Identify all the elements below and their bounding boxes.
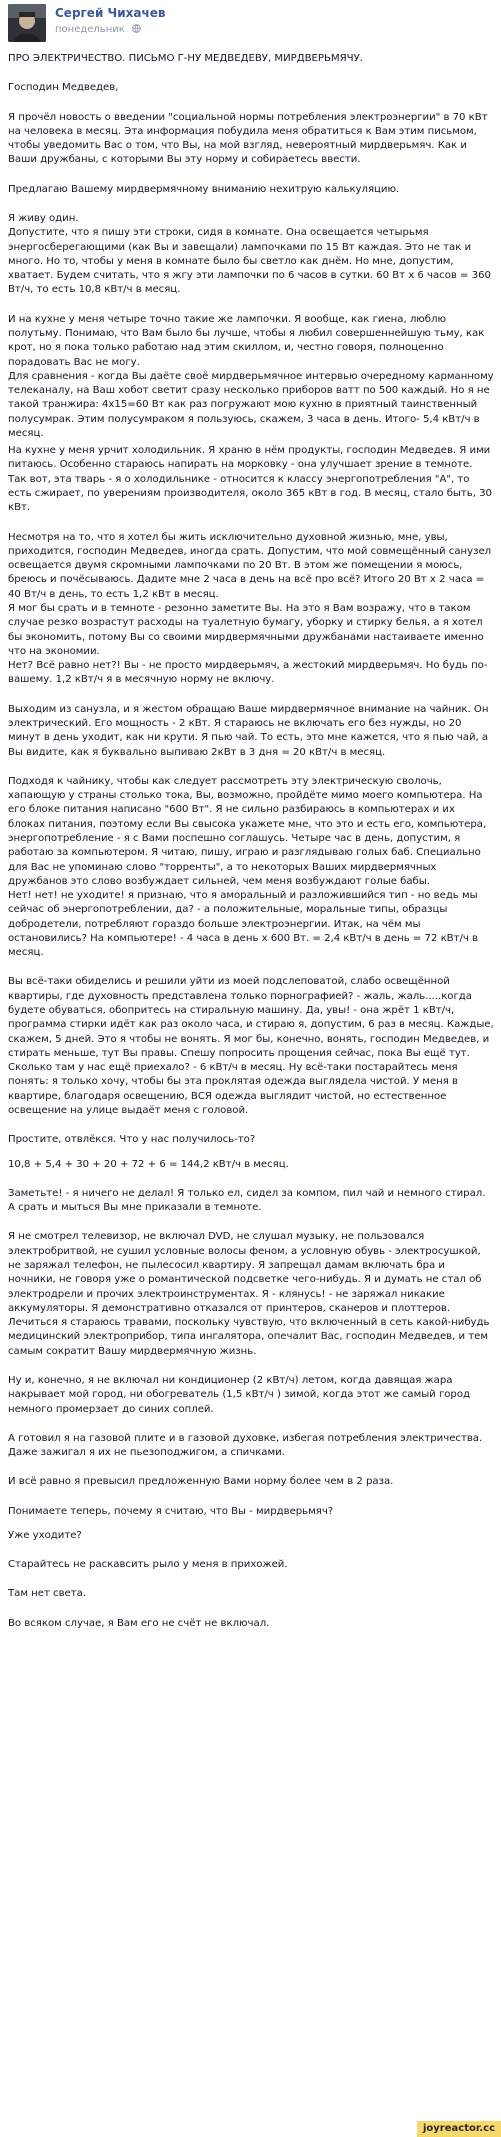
paragraph: А готовил я на газовой плите и в газовой духовке, избегая потребления электричества. Даже зажигал я их не пьезоподжигом, а спичками. xyxy=(8,1432,486,1459)
paragraph: Я прочёл новость о введении "социальной нормы потребления электроэнергии" в 70 кВт на человека в месяц. Эта информация побудила меня обратиться к Вам этим письмом, чтобы уведомить Вас о том, что Вы, на мой взгляд, невероятный мирдверьмяч. Как и Ваши дружбаны, с которыми Вы эту норму и собираетесь ввести. xyxy=(8,111,491,166)
watermark: joyreactor.cc xyxy=(417,2121,501,2137)
post-body xyxy=(8,52,497,1631)
paragraph: Во всяком случае, я Вам его не счёт не включал. xyxy=(8,1617,270,1629)
post-header xyxy=(8,4,488,44)
post-meta xyxy=(55,24,141,35)
paragraph: И всё равно я превысил предложенную Вами норму более чем в 2 раза. xyxy=(8,1476,394,1488)
paragraph: Простите, отвлёкся. Что у нас получилось-то? xyxy=(8,1134,256,1146)
paragraph: Старайтесь не раскавсить рыло у меня в прихожей. xyxy=(8,1559,288,1571)
paragraph: Господин Медведев, xyxy=(8,82,119,94)
globe-icon xyxy=(132,24,141,33)
paragraph: Ну и, конечно, я не включал ни кондиционер (2 кВт/ч) летом, когда давящая жара накрывает мой город, ни обогреватель (1,5 кВт/ч ) зимой, когда этот же самый город немного промерзает до синих соплей. xyxy=(8,1374,474,1415)
paragraph: Заметьте! - я ничего не делал! Я только ел, сидел за компом, пил чай и немного стирал. А срать и мыться Вы мне приказали в темноте. xyxy=(8,1187,489,1214)
post-title: ПРО ЭЛЕКТРИЧЕСТВО. ПИСЬМО Г-НУ МЕДВЕДЕВУ, МИРДВЕРЬМЯЧУ. xyxy=(8,53,363,64)
paragraph: Я не смотрел телевизор, не включал DVD, не слушал музыку, не пользовался электробритвой, не сушил условные волосы феном, а условную обувь - электросушкой, не заряжал телефон, не пылесосил квартиру. Я запрещал дамам включать бра и ночники, не говоря уже о романтической подсветке чего-нибудь. Я и думать не стал об электродрели и прочих электроинструментах. Я - клянусь! - не заряжал никакие аккумуляторы. Я демонстративно отказался от принтеров, сканеров и плоттеров. Лечиться я стараюсь травами, поскольку чувствую, что включенный в сеть какой-нибудь медицинский электроприбор, типа ингалятора, опечалит Вас, господин Медведев, и тем самым сократит Вашу мирдвермячную жизнь. xyxy=(8,1231,493,1357)
paragraph: И на кухне у меня четыре точно такие же лампочки. Я вообще, как гиена, люблю полутьму. Понимаю, что Вам было бы лучше, чтобы я любил совершеннейшую тьму, как крот, но я пока только работаю над этим скиллом, и, честно говоря, полноценно порадовать Вас не могу. Для сравнения - когда Вы даёте своё мирдверьмячное интервью очередному карманному телеканалу, на Ваш хобот светит сразу несколько приборов ватт по 500 каждый. Но я не такой транжира: 4х15=60 Вт как раз погружают мою кухню в приятный таинственный полусумрак. Этим полусумраком я пользуюсь, скажем, 3 часа в день. Итого- 5,4 кВт/ч в месяц. xyxy=(8,313,494,439)
author-name[interactable]: Сергей Чихачев xyxy=(55,6,166,20)
paragraph: Несмотря на то, что я хотел бы жить исключительно духовной жизнью, мне, увы, приходится, господин Медведев, иногда срать. Допустим, что мой совмещённый санузел освещается двумя скромными лампочками по 20 Вт. В этом же помещении я моюсь, бреюсь и почёсываюсь. Дадите мне 2 часа в день на всё про всё? Итого 20 Вт х 2 часа = 40 Вт/ч в день, то есть 1,2 кВт в месяц. Я мог бы срать и в темноте - резонно заметите Вы. На это я Вам возражу, что в таком случае резко возрастут расходы на туалетную бумагу, уборку и стирку белья, а я хотел бы экономить, потому Вы со своими мирдвермячными дружбанами настаиваете именно что на экономии. Нет? Всё равно нет?! Вы - не просто мирдверьмяч, а жестокий мирдверьмяч. Но будь по-вашему. 1,2 кВт/ч я в месячную норму не включу. xyxy=(8,531,492,686)
paragraph: Я живу один. Допустите, что я пишу эти строки, сидя в комнате. Она освещается четырьмя энергосберегающими (как Вы и завещали) лампочками по 15 Вт каждая. Это не так и много. Но то, чтобы у меня в комнате было бы светло как днём. Но мне, допустим, хватает. Будем считать, что я жгу эти лампочки по 6 часов в сутки. 60 Вт х 6 часов = 360 Вт/ч, то есть 10,8 кВт/ч в месяц. xyxy=(8,212,491,296)
paragraph: 10,8 + 5,4 + 30 + 20 + 72 + 6 = 144,2 кВт/ч в месяц. xyxy=(8,1158,289,1170)
paragraph: Подходя к чайнику, чтобы как следует рассмотреть эту электрическую сволочь, хапающую у страны столько тока, Вы, возможно, пройдёте мимо моего компьютера. На его блоке питания написано "600 Вт". Я не сильно разбираюсь в компьютерах и их блоках питания, поэтому если Вы свысока укажете мне, что это и есть его, компьютера, энергопотребление - я с Вами поспешно соглашусь. Четыре час в день, допустим, я работаю за компьютером. Я читаю, пишу, играю и разглядываю голых баб. Специально для Вас не упоминаю слово "торренты", а то некоторых Ваших мирдвермячных дружбанов это слово возбуждает сильней, чем меня возбуждают голые бабы. Нет! нет! не уходите! я признаю, что я аморальный и разложившийся тип - но ведь мы сейчас об энергопотреблении, да? - а положительные, моральные типы, образцы добродетели, потребляют гораздо больше электроэнергии. Итак, на чём мы остановились? На компьютере! - 4 часа в день х 600 Вт. = 2,4 кВт/ч в день = 72 кВт/ч в месяц. xyxy=(8,775,487,959)
paragraph: Там нет света. xyxy=(8,1588,87,1600)
paragraph: Предлагаю Вашему мирдвермячному вниманию нехитрую калькуляцию. xyxy=(8,183,400,195)
avatar[interactable] xyxy=(8,4,46,42)
post-date[interactable]: понедельник xyxy=(55,24,125,35)
paragraph: Выходим из санузла, и я жестом обращаю Ваше мирдвермячное внимание на чайник. Он электрический. Его мощность - 2 кВт. Я стараюсь не включать его без нужды, но 20 минут в день уходит, как ни крути. Я пью чай. То есть, это мне кажется, что я пью чай, а Вы видите, как я буквально выпиваю 2кВт в 3 дня = 20 кВт/ч в месяц. xyxy=(8,703,492,758)
paragraph: На кухне у меня урчит холодильник. Я храню в нём продукты, господин Медведев. Я ими питаюсь. Особенно стараюсь напирать на морковку - она улучшает зрение в темноте. Так вот, эта тварь - я о холодильнике - относится к классу энергопотребления "А", то есть сжирает, по уверениям производителя, около 365 кВт в год. В месяц, стало быть, 30 кВт. xyxy=(8,445,496,514)
paragraph: Уже уходите? xyxy=(8,1529,82,1541)
paragraph: Понимаете теперь, почему я считаю, что Вы - мирдверьмяч? xyxy=(8,1505,334,1517)
paragraph: Вы всё-таки обиделись и решили уйти из моей подслеповатой, слабо освещённой квартиры, где духовность представлена только порнографией? - жаль, жаль.....когда будете обуваться, обопритесь на стиральную машину. Да, увы! - она жрёт 1 кВт/ч, программа стирки идёт как раз около часа, и стираю я, допустим, 6 раз в месяц. Каждые, скажем, 5 дней. Это я чтобы не вонять. Я мог бы, конечно, вонять, господин Медведев, и стирать меньше, тут Вы правы. Спешу попросить прощения сейчас, пока Вы ещё тут. Сколько там у нас ещё приехало? - 6 кВт/ч в месяц. Ну всё-таки постарайтесь меня понять: я только хочу, чтобы бы эта проклятая одежда выглядела чистой. У меня в квартире, благодаря освещению, ВСЯ одежда выглядит чистой, но естественное освещение на улице выдаёт меня с головой. xyxy=(8,976,497,1116)
